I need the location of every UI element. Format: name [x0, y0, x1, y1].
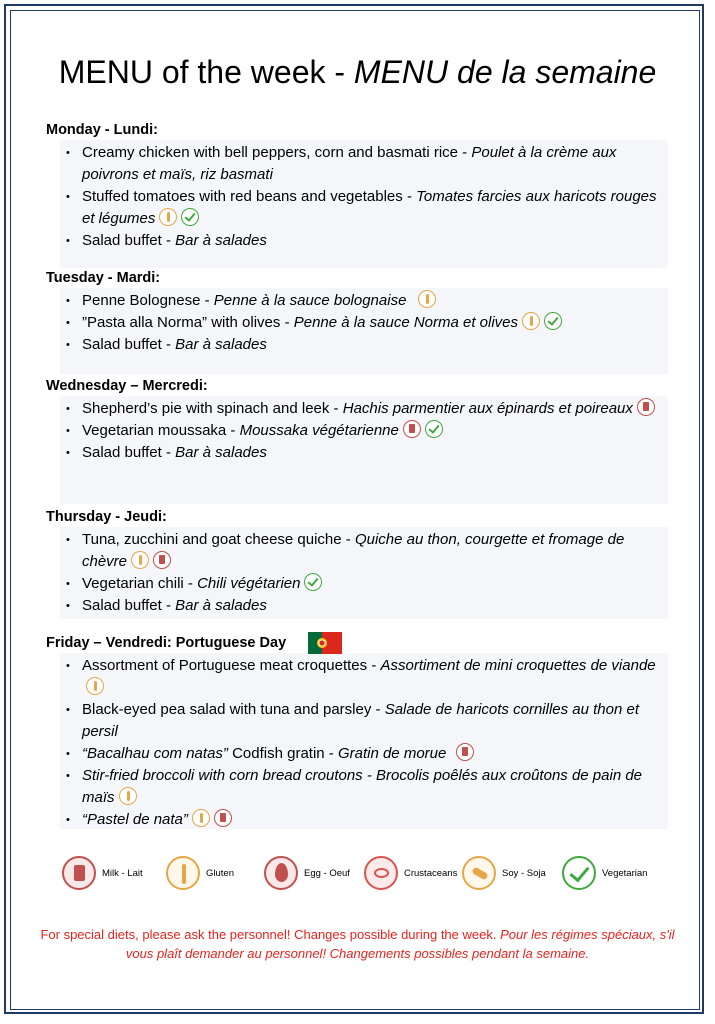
- dish-french: Tomates farcies aux haricots rouges et légumes: [82, 188, 657, 227]
- gluten-icon: [522, 312, 540, 330]
- dish-english-rest: Codfish gratin -: [227, 745, 338, 762]
- dish-item: [64, 312, 662, 334]
- dish-english: Tuna, zucchini and goat cheese quiche -: [82, 531, 355, 548]
- day-thursday: [46, 507, 668, 619]
- dish-item: [64, 655, 662, 699]
- dish-item: [64, 334, 662, 356]
- soy-icon: [462, 856, 496, 890]
- dish-item: [64, 765, 662, 809]
- dish-english: ”Pasta alla Norma” with olives -: [82, 314, 294, 331]
- vegetarian-icon: [544, 312, 562, 330]
- day-items-box: [60, 527, 668, 619]
- legend-label: Vegetarian: [602, 867, 648, 879]
- legend-label: Gluten: [206, 867, 234, 879]
- dish-item: [64, 699, 662, 743]
- vegetarian-icon: [562, 856, 596, 890]
- day-heading-row: [46, 633, 668, 653]
- milk-icon: [214, 809, 232, 827]
- gluten-icon: [166, 856, 200, 890]
- milk-icon: [637, 398, 655, 416]
- crustaceans-icon: [364, 856, 398, 890]
- dish-item: [64, 142, 662, 186]
- milk-icon: [456, 743, 474, 761]
- dish-item: [64, 290, 662, 312]
- page-title: [0, 52, 715, 92]
- egg-icon: [264, 856, 298, 890]
- note-french: Pour les régimes spéciaux, s'il vous plaît demander au personnel! Changements possibles pendant la semaine.: [125, 927, 675, 961]
- vegetarian-icon: [181, 208, 199, 226]
- legend-item: [166, 856, 234, 890]
- dish-french: Quiche au thon, courgette et fromage de chèvre: [82, 531, 625, 570]
- allergen-legend: [62, 856, 662, 896]
- dish-french: Penne à la sauce Norma et olives: [293, 314, 519, 331]
- dish-french: Assortiment de mini croquettes de viande: [380, 657, 656, 674]
- title-english: MENU of the week -: [58, 54, 354, 90]
- dish-english: Creamy chicken with bell peppers, corn and basmati rice -: [82, 144, 472, 161]
- gluten-icon: [131, 551, 149, 569]
- dish-english: Assortment of Portuguese meat croquettes -: [82, 657, 381, 674]
- dish-french: Brocolis poêlés aux croûtons de pain de maïs: [82, 767, 643, 806]
- dish-french: Bar à salades: [175, 597, 267, 614]
- dish-french: Bar à salades: [175, 232, 267, 249]
- dish-item: [64, 529, 662, 573]
- dish-item: [64, 573, 662, 595]
- dish-english: Vegetarian chili -: [82, 575, 198, 592]
- dish-english: Stir-fried broccoli with corn bread croutons -: [82, 767, 377, 784]
- dish-french: Salade de haricots cornilles au thon et persil: [82, 701, 640, 740]
- vegetarian-icon: [304, 573, 322, 591]
- day-friday: [46, 633, 668, 829]
- gluten-icon: [119, 787, 137, 805]
- day-monday: [46, 120, 668, 268]
- dish-english: “Bacalhau com natas”: [82, 745, 228, 762]
- dish-french: Gratin de morue: [337, 745, 447, 762]
- milk-icon: [62, 856, 96, 890]
- dish-french: Bar à salades: [175, 336, 267, 353]
- day-items-box: [60, 288, 668, 374]
- legend-item: [364, 856, 457, 890]
- gluten-icon: [86, 677, 104, 695]
- dish-english: Shepherd’s pie with spinach and leek -: [82, 400, 343, 417]
- dish-list: [64, 398, 662, 464]
- dish-english: Salad buffet -: [82, 444, 176, 461]
- legend-item: [462, 856, 546, 890]
- dish-list: [64, 655, 662, 831]
- legend-item: [62, 856, 143, 890]
- special-diets-note: [40, 925, 675, 963]
- dish-item: [64, 595, 662, 617]
- dish-list: [64, 290, 662, 356]
- title-french: MENU de la semaine: [353, 54, 657, 90]
- day-heading: Friday – Vendredi: Portuguese Day: [46, 635, 287, 651]
- dish-english: Vegetarian moussaka -: [82, 422, 240, 439]
- dish-item: [64, 398, 662, 420]
- dish-english: Black-eyed pea salad with tuna and parsley -: [82, 701, 385, 718]
- legend-label: Egg - Oeuf: [304, 867, 350, 879]
- day-wednesday: [46, 376, 668, 504]
- gluten-icon: [159, 208, 177, 226]
- dish-list: [64, 142, 662, 252]
- portugal-flag-icon: [308, 632, 342, 654]
- dish-french: Chili végétarien: [197, 575, 301, 592]
- day-heading: Thursday - Jeudi:: [46, 509, 167, 525]
- dish-french: Bar à salades: [175, 444, 267, 461]
- legend-label: Soy - Soja: [502, 867, 546, 879]
- day-items-box: [60, 396, 668, 504]
- dish-item: [64, 230, 662, 252]
- dish-english: Penne Bolognese -: [82, 292, 214, 309]
- dish-item: [64, 809, 662, 831]
- day-heading: Tuesday - Mardi:: [46, 270, 161, 286]
- dish-item: [64, 743, 662, 765]
- dish-list: [64, 529, 662, 617]
- dish-english: Stuffed tomatoes with red beans and vegetables -: [82, 188, 417, 205]
- legend-label: Milk - Lait: [102, 867, 143, 879]
- dish-french: Poulet à la crème aux poivrons et maïs, riz basmati: [82, 144, 617, 183]
- dish-french: “Pastel de nata”: [82, 811, 188, 828]
- dish-english: Salad buffet -: [82, 597, 176, 614]
- gluten-icon: [418, 290, 436, 308]
- dish-french: Penne à la sauce bolognaise: [213, 292, 407, 309]
- dish-item: [64, 442, 662, 464]
- day-items-box: [60, 140, 668, 268]
- gluten-icon: [192, 809, 210, 827]
- dish-english: Salad buffet -: [82, 232, 176, 249]
- dish-french: Moussaka végétarienne: [239, 422, 399, 439]
- legend-item: [562, 856, 647, 890]
- day-tuesday: [46, 268, 668, 374]
- milk-icon: [403, 420, 421, 438]
- vegetarian-icon: [425, 420, 443, 438]
- day-heading: Wednesday – Mercredi:: [46, 378, 208, 394]
- day-heading: Monday - Lundi:: [46, 122, 158, 138]
- day-items-box: [60, 653, 668, 829]
- dish-french: Hachis parmentier aux épinards et poireaux: [342, 400, 633, 417]
- milk-icon: [153, 551, 171, 569]
- legend-item: [264, 856, 350, 890]
- legend-label: Crustaceans: [404, 867, 458, 879]
- note-english: For special diets, please ask the personnel! Changes possible during the week.: [40, 927, 501, 942]
- dish-english: Salad buffet -: [82, 336, 176, 353]
- dish-item: [64, 420, 662, 442]
- dish-item: [64, 186, 662, 230]
